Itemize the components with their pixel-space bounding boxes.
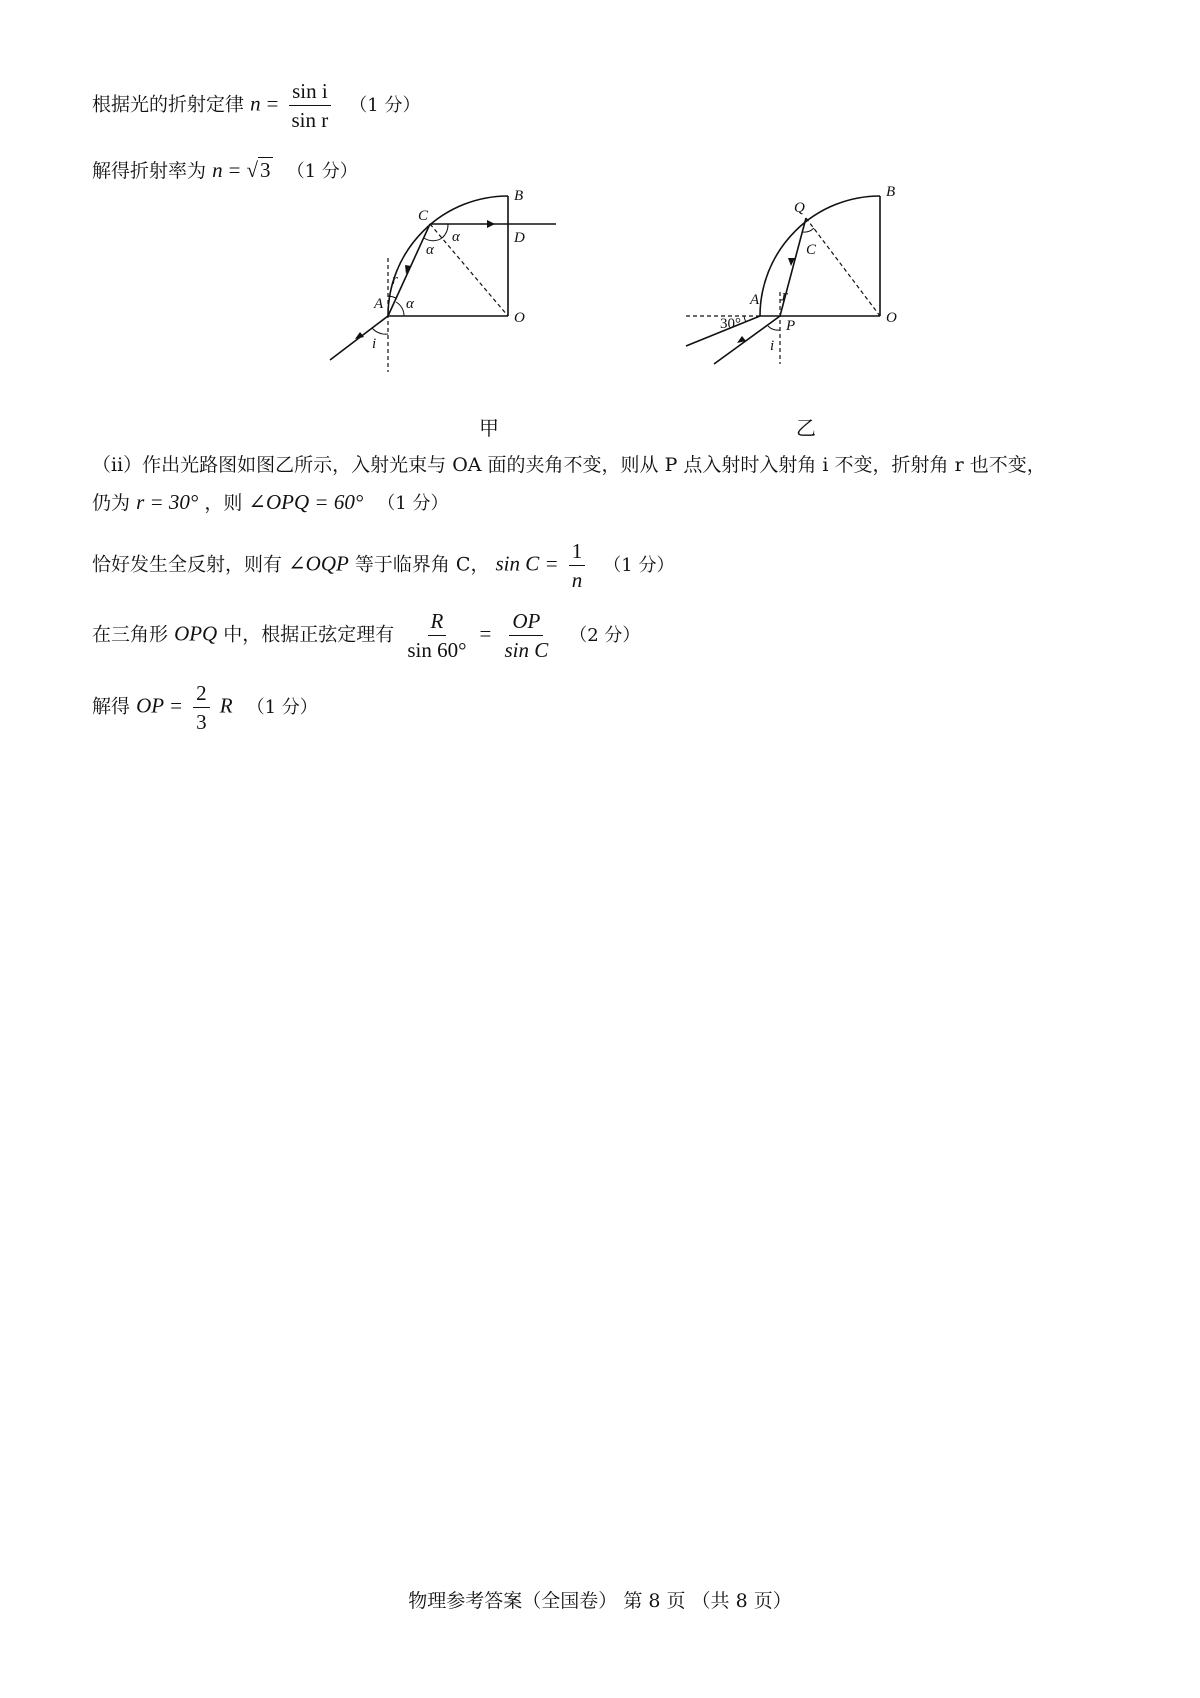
label-A: A xyxy=(750,292,760,308)
numerator: OP xyxy=(509,608,543,636)
label-C: C xyxy=(418,208,429,224)
sqrt-symbol: √ xyxy=(246,158,259,182)
paragraph-part-ii: （ⅱ）作出光路图如图乙所示，入射光束与 OA 面的夹角不变，则从 P 点入射时入射角 i 不变，折射角 r 也不变， xyxy=(92,454,1046,476)
label-i: i xyxy=(770,338,775,354)
score: （2 分） xyxy=(569,624,641,646)
label-Q: Q xyxy=(794,200,805,216)
denominator: 3 xyxy=(196,710,207,734)
label-B: B xyxy=(886,184,896,200)
label-alpha-1: α xyxy=(452,229,460,245)
label-C: C xyxy=(806,242,817,258)
label-r: r xyxy=(392,272,398,288)
angle-arc-i xyxy=(372,328,388,334)
formula-refractive-index xyxy=(92,156,358,183)
equals-sign: = xyxy=(228,158,241,182)
text-prefix: 恰好发生全反射，则有 xyxy=(92,553,283,576)
score: （1 分） xyxy=(349,94,421,116)
numerator: 1 xyxy=(569,538,586,566)
arrow-icon xyxy=(355,332,364,339)
arrow-icon xyxy=(487,220,495,228)
formula-op-result xyxy=(92,680,318,735)
text-prefix: 仍为 xyxy=(92,492,131,514)
formula-sine-law xyxy=(92,608,640,663)
text-mid: 等于临界角 C， xyxy=(354,553,490,576)
fraction-right xyxy=(501,608,551,663)
angle-arc-C xyxy=(424,238,442,241)
equals-sign: = xyxy=(479,621,492,646)
text-mid: 中，根据正弦定理有 xyxy=(223,623,395,646)
label-alpha-3: α xyxy=(406,296,414,312)
op-lhs: OP = xyxy=(136,693,184,718)
denominator: sin C xyxy=(504,638,549,662)
formula-angle-opq xyxy=(92,488,448,515)
figure-yi-caption: 乙 xyxy=(796,416,816,440)
quarter-arc xyxy=(760,196,880,316)
radius-QO xyxy=(806,218,880,316)
figure-jia xyxy=(330,188,620,404)
label-30: 30° xyxy=(720,316,741,332)
text-prefix: 根据光的折射定律 xyxy=(92,93,245,116)
denominator: n xyxy=(571,568,583,592)
text-prefix: 解得 xyxy=(92,695,131,718)
sin-c-lhs: sin C = xyxy=(495,551,559,576)
angle-oqp: ∠OQP xyxy=(288,551,349,576)
label-r: r xyxy=(782,288,788,304)
angle-arc-i xyxy=(768,326,780,330)
eq-angle-opq: ∠OPQ = 60° xyxy=(248,490,364,514)
numerator: sin i xyxy=(289,78,331,106)
label-A: A xyxy=(374,296,384,312)
text-prefix: 在三角形 xyxy=(92,623,169,646)
eq-r-30: r = 30° xyxy=(136,490,199,514)
sqrt-radicand: 3 xyxy=(260,158,271,182)
denominator: sin 60° xyxy=(407,638,467,662)
angle-arc-alpha-A xyxy=(396,302,404,316)
label-P: P xyxy=(786,318,796,334)
label-i: i xyxy=(372,336,377,352)
formula-critical-angle xyxy=(92,538,674,593)
angle-arc-30 xyxy=(744,316,746,322)
label-B: B xyxy=(514,188,524,204)
figure-jia-caption: 甲 xyxy=(479,416,499,440)
var-n: n xyxy=(212,158,223,182)
angle-arc-C2 xyxy=(442,224,448,238)
text-prefix: 解得折射率为 xyxy=(92,160,207,182)
fraction-left xyxy=(404,608,469,663)
score: （1 分） xyxy=(246,696,318,718)
triangle-opq: OPQ xyxy=(174,621,218,646)
numerator: 2 xyxy=(193,680,210,708)
var-R: R xyxy=(219,693,233,718)
numerator: R xyxy=(428,608,447,636)
score: （1 分） xyxy=(603,554,675,576)
formula-refraction-law xyxy=(92,78,420,133)
figure-yi xyxy=(686,184,916,404)
label-D: D xyxy=(514,230,525,246)
denominator: sin r xyxy=(291,108,329,132)
score: （1 分） xyxy=(377,493,449,514)
fraction xyxy=(569,538,586,593)
equals-sign: = xyxy=(266,91,279,116)
score: （1 分） xyxy=(286,161,358,182)
label-O: O xyxy=(886,310,897,326)
label-O: O xyxy=(514,310,525,326)
page-footer: 物理参考答案（全国卷） 第 8 页 （共 8 页） xyxy=(408,1590,792,1612)
text-mid: ，则 xyxy=(204,492,243,514)
label-alpha-2: α xyxy=(426,242,434,258)
fraction xyxy=(193,680,210,735)
var-n: n xyxy=(250,91,261,116)
fraction xyxy=(289,78,332,133)
